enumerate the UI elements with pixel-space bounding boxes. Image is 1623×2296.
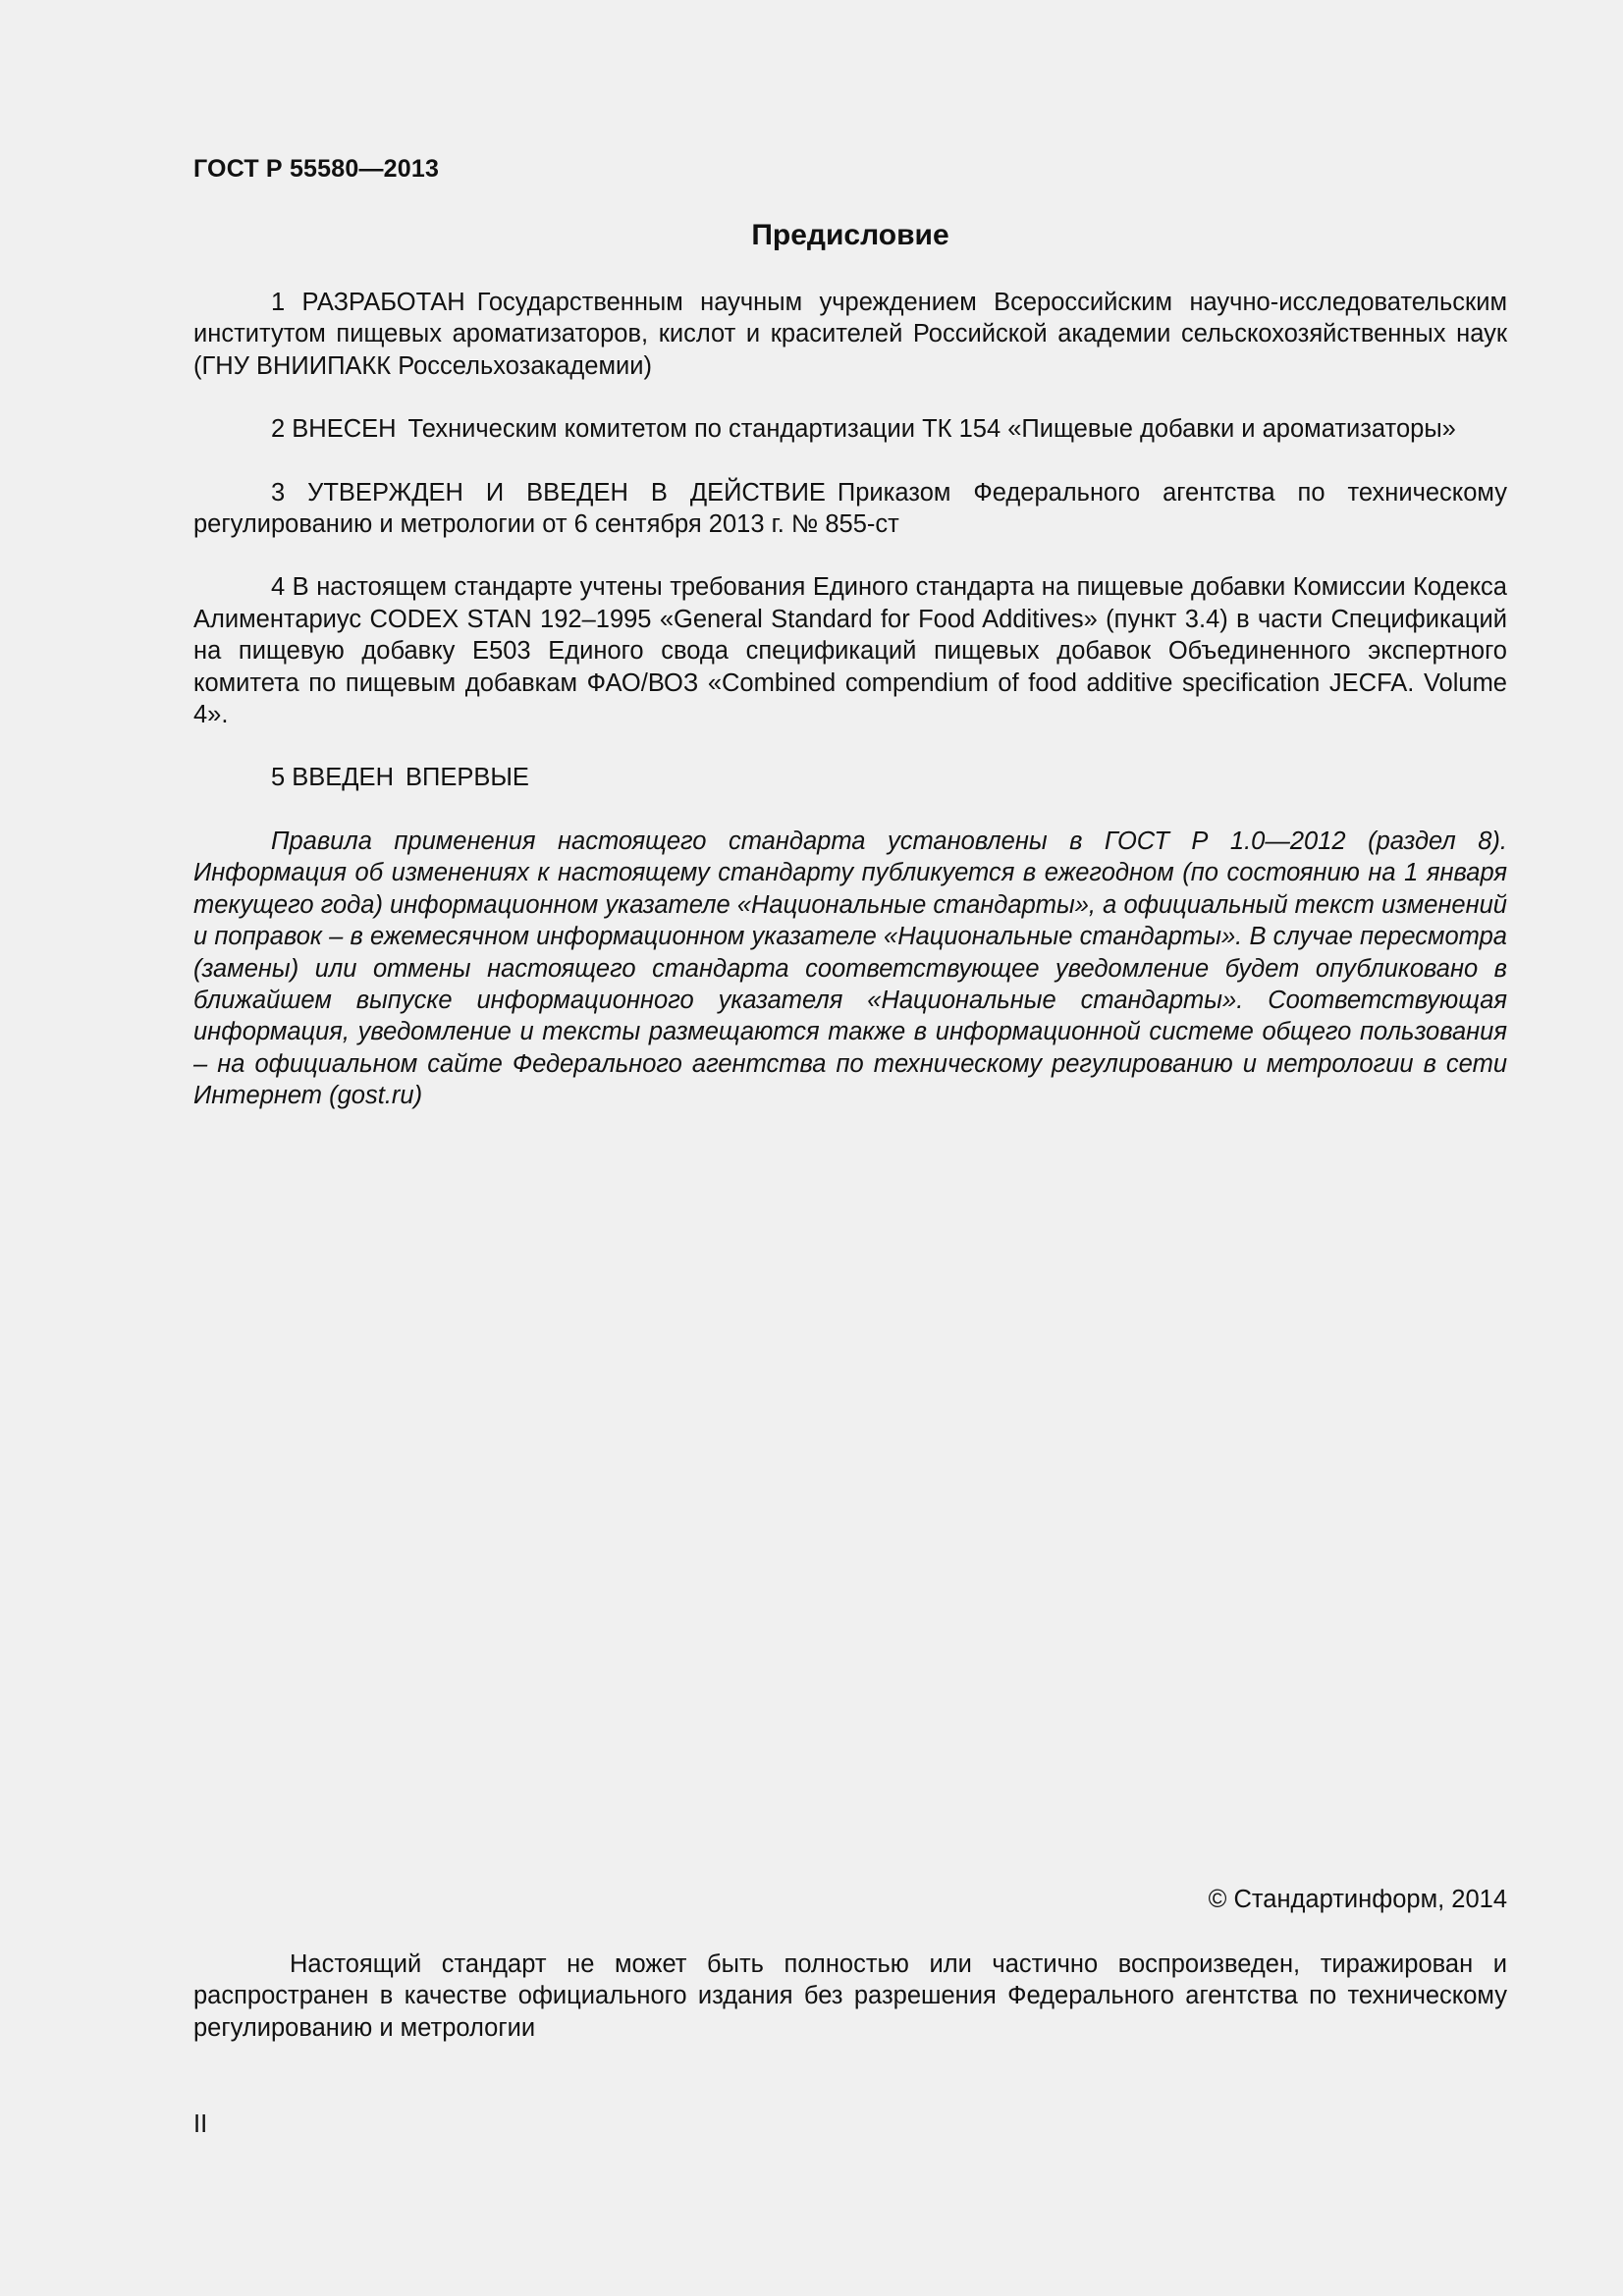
paragraph-lead: 2 ВНЕСЕН	[271, 415, 397, 444]
application-rules-note: Правила применения настоящего стандарта установлены в ГОСТ Р 1.0—2012 (раздел 8). Информация об изменениях к настоящему стандарту публикуется в ежегодном (по состоянию на 1 января текущего года) информационном указателе «Национальные стандарты», а официальный текст изменений и поправок – в ежемесячном информационном указателе «Национальные стандарты». В случае пересмотра (замены) или отмены настоящего стандарта соответствующее уведомление будет опубликовано в ближайшем выпуске информационного указателя «Национальные стандарты». Соответствующая информация, уведомление и тексты размещаются также в информационной системе общего пользования – на официальном сайте Федерального агентства по техническому регулированию и метрологии в сети Интернет (gost.ru)	[193, 827, 1507, 1110]
paragraph-text: Государственным научным учреждением Всероссийским научно-исследовательским институтом пищевых ароматизаторов, кислот и красителей Российской академии сельскохозяйственных наук (ГНУ ВНИИПАКК Россельхозакадемии)	[193, 289, 1507, 380]
paragraph-text: Техническим комитетом по стандартизации ТК 154 «Пищевые добавки и ароматизаторы»	[407, 415, 1456, 444]
page-number: II	[193, 2110, 208, 2138]
paragraph-developed	[193, 287, 1507, 382]
paragraph-approved	[193, 477, 1507, 541]
paragraph-requirements	[193, 571, 1507, 730]
foreword-body	[193, 287, 1507, 1144]
paragraph-lead: 5 ВВЕДЕН	[271, 764, 394, 792]
copyright-line: © Стандартинформ, 2014	[1208, 1886, 1507, 1913]
paragraph-lead: 3 УТВЕРЖДЕН И ВВЕДЕН В ДЕЙСТВИЕ	[271, 478, 826, 507]
paragraph-introduced	[193, 762, 1507, 793]
reproduction-notice: Настоящий стандарт не может быть полностью или частично воспроизведен, тиражирован и распространен в качестве официального издания без разрешения Федерального агентства по техническому регулированию и метрологии	[193, 1950, 1507, 2042]
paragraph-text: Приказом Федерального агентства по техническому регулированию и метрологии от 6 сентября 2013 г. № 855-ст	[193, 478, 1507, 539]
page-title: Предисловие	[751, 219, 949, 251]
paragraph-lead: 1 РАЗРАБОТАН	[271, 289, 465, 316]
document-code: ГОСТ Р 55580—2013	[193, 155, 440, 183]
paragraph-submitted	[193, 413, 1507, 445]
paragraph-text: ВПЕРВЫЕ	[406, 764, 529, 792]
paragraph-text: 4 В настоящем стандарте учтены требования Единого стандарта на пищевые добавки Комиссии Кодекса Алиментариус CODEX STAN 192–1995 «General Standard for Food Additives» (пункт 3.4) в части Спецификаций на пищевую добавку Е503 Единого свода спецификаций пищевых добавок Объединенного экспертного комитета по пищевым добавкам ФАО/ВОЗ «Combined compendium of food additive specification JECFA. Volume 4».	[193, 573, 1507, 729]
